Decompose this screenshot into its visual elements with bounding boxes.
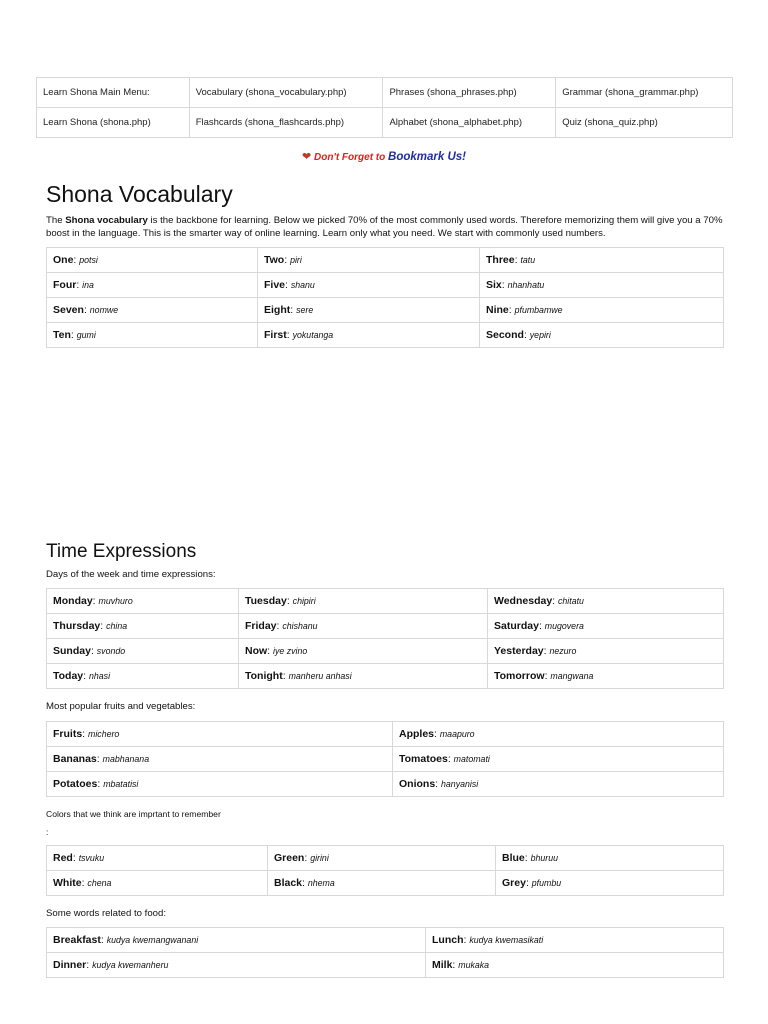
- shona-word: potsi: [79, 255, 98, 265]
- vocab-cell: [480, 323, 724, 348]
- separator: :: [100, 934, 107, 946]
- english-word: Seven: [53, 304, 84, 316]
- vocab-cell: [426, 928, 724, 953]
- vocab-cell: [47, 273, 258, 298]
- vocab-cell: [47, 928, 426, 953]
- vocab-cell: [47, 589, 239, 614]
- table-row: [47, 639, 724, 664]
- table-row: [47, 953, 724, 978]
- english-word: Three: [486, 254, 515, 266]
- vocab-cell: [258, 298, 480, 323]
- shona-word: tatu: [520, 255, 536, 265]
- nav-link-vocabulary[interactable]: Vocabulary (shona_vocabulary.php): [189, 78, 383, 108]
- shona-word: mbatatisi: [103, 779, 139, 789]
- english-word: Wednesday: [494, 595, 553, 607]
- english-word: Second: [486, 329, 524, 341]
- english-word: Tonight: [245, 670, 283, 682]
- english-word: Potatoes: [53, 778, 98, 790]
- english-word: Five: [264, 279, 286, 291]
- english-word: Breakfast: [53, 934, 101, 946]
- table-row: [47, 772, 724, 797]
- shona-word: bhuruu: [530, 853, 559, 863]
- time-intro: Days of the week and time expressions:: [46, 569, 216, 580]
- bookmark-text-prefix: Don't Forget to: [314, 152, 389, 163]
- english-word: Monday: [53, 595, 93, 607]
- separator: :: [97, 778, 104, 790]
- shona-word: chipiri: [292, 596, 316, 606]
- english-word: Eight: [264, 304, 291, 316]
- english-word: Black: [274, 877, 303, 889]
- separator: :: [72, 852, 79, 864]
- separator: :: [286, 595, 293, 607]
- separator: :: [86, 959, 93, 971]
- english-word: Tomorrow: [494, 670, 545, 682]
- food-intro: Some words related to food:: [46, 908, 166, 919]
- vocab-cell: [47, 953, 426, 978]
- vocab-cell: [47, 664, 239, 689]
- shona-word: chishanu: [282, 621, 318, 631]
- separator: :: [434, 728, 440, 740]
- english-word: Saturday: [494, 620, 539, 632]
- separator: :: [452, 959, 459, 971]
- table-row: [47, 298, 724, 323]
- shona-word: yokutanga: [292, 330, 334, 340]
- english-word: Milk: [432, 959, 453, 971]
- time-table: [46, 588, 724, 689]
- vocab-cell: [239, 614, 488, 639]
- separator: :: [302, 877, 308, 889]
- vocab-cell: [268, 846, 496, 871]
- shona-word: mabhanana: [102, 754, 150, 764]
- table-row: [47, 614, 724, 639]
- nav-link-phrases[interactable]: Phrases (shona_phrases.php): [383, 78, 556, 108]
- shona-word: maapuro: [439, 729, 475, 739]
- separator: :: [100, 620, 107, 632]
- shona-word: nhasi: [89, 671, 111, 681]
- separator: :: [304, 852, 311, 864]
- english-word: Nine: [486, 304, 509, 316]
- separator: :: [83, 304, 90, 316]
- shona-word: ina: [82, 280, 94, 290]
- shona-word: yepiri: [529, 330, 551, 340]
- shona-word: pfumbu: [531, 878, 562, 888]
- shona-word: chena: [87, 878, 112, 888]
- shona-word: mugovera: [544, 621, 584, 631]
- english-word: Blue: [502, 852, 525, 864]
- bookmark-banner[interactable]: [0, 150, 768, 163]
- separator: :: [543, 645, 550, 657]
- vocab-cell: [47, 722, 393, 747]
- table-row: [47, 846, 724, 871]
- shona-word: china: [106, 621, 128, 631]
- vocab-cell: [47, 614, 239, 639]
- english-word: Onions: [399, 778, 436, 790]
- vocab-cell: [47, 639, 239, 664]
- table-row: [47, 273, 724, 298]
- shona-word: kudya kwemanheru: [92, 960, 169, 970]
- fruits-intro: Most popular fruits and vegetables:: [46, 701, 196, 712]
- intro-text: The: [46, 215, 66, 226]
- separator: :: [96, 753, 103, 765]
- table-row: [47, 248, 724, 273]
- vocab-cell: [393, 747, 724, 772]
- vocab-cell: [258, 323, 480, 348]
- bookmark-text-link: Bookmark Us!: [388, 151, 466, 163]
- separator: :: [76, 279, 83, 291]
- english-word: Sunday: [53, 645, 91, 657]
- shona-word: mukaka: [458, 960, 490, 970]
- english-word: Red: [53, 852, 73, 864]
- vocab-cell: [258, 273, 480, 298]
- separator: :: [81, 877, 88, 889]
- vocab-cell: [393, 722, 724, 747]
- shona-word: chitatu: [558, 596, 584, 606]
- food-table: [46, 927, 724, 978]
- english-word: Today: [53, 670, 84, 682]
- vocab-cell: [47, 323, 258, 348]
- shona-word: piri: [290, 255, 302, 265]
- time-title: Time Expressions: [46, 541, 197, 562]
- separator: :: [70, 329, 77, 341]
- english-word: Tomatoes: [399, 753, 448, 765]
- shona-word: nhema: [307, 878, 335, 888]
- separator: :: [544, 670, 551, 682]
- intro-bold: Shona vocabulary: [65, 215, 148, 226]
- english-word: Thursday: [53, 620, 101, 632]
- nav-menu-table: [36, 77, 733, 138]
- vocab-cell: [47, 871, 268, 896]
- shona-word: kudya kwemasikati: [469, 935, 544, 945]
- english-word: Lunch: [432, 934, 464, 946]
- vocab-cell: [258, 248, 480, 273]
- separator: :: [284, 254, 291, 266]
- shona-word: kudya kwemangwanani: [106, 935, 199, 945]
- english-word: Grey: [502, 877, 526, 889]
- vocab-cell: [488, 589, 724, 614]
- english-word: Two: [264, 254, 285, 266]
- numbers-table: [46, 247, 724, 348]
- nav-link-grammar[interactable]: Grammar (shona_grammar.php): [556, 78, 733, 108]
- vocab-cell: [426, 953, 724, 978]
- english-word: Ten: [53, 329, 71, 341]
- separator: :: [514, 254, 521, 266]
- vocab-cell: [47, 298, 258, 323]
- vocab-cell: [47, 248, 258, 273]
- shona-word: hanyanisi: [441, 779, 479, 789]
- colors-intro: Colors that we think are imprtant to remember: [46, 809, 221, 819]
- english-word: Friday: [245, 620, 277, 632]
- separator: :: [508, 304, 515, 316]
- fruits-table: [46, 721, 724, 797]
- shona-word: pfumbamwe: [514, 305, 563, 315]
- vocab-cell: [488, 664, 724, 689]
- english-word: White: [53, 877, 82, 889]
- table-row: [47, 871, 724, 896]
- nav-link-learn-shona[interactable]: Learn Shona (shona.php): [37, 108, 190, 138]
- separator: :: [90, 645, 97, 657]
- separator: :: [285, 279, 291, 291]
- separator: :: [286, 329, 293, 341]
- vocab-cell: [496, 871, 724, 896]
- vocabulary-title: Shona Vocabulary: [46, 181, 233, 207]
- english-word: Tuesday: [245, 595, 287, 607]
- vocab-cell: [47, 747, 393, 772]
- separator: :: [276, 620, 283, 632]
- separator: :: [538, 620, 545, 632]
- nav-link-flashcards[interactable]: Flashcards (shona_flashcards.php): [189, 108, 383, 138]
- table-row: [47, 928, 724, 953]
- shona-word: matomati: [453, 754, 490, 764]
- english-word: Four: [53, 279, 77, 291]
- table-row: [47, 722, 724, 747]
- vocab-cell: [239, 639, 488, 664]
- shona-word: sere: [296, 305, 314, 315]
- colors-colon: :: [46, 827, 49, 837]
- shona-word: nhanhatu: [507, 280, 545, 290]
- vocab-cell: [239, 664, 488, 689]
- english-word: Green: [274, 852, 305, 864]
- shona-word: tsvuku: [78, 853, 105, 863]
- shona-word: nezuro: [549, 646, 577, 656]
- vocab-cell: [488, 614, 724, 639]
- english-word: One: [53, 254, 74, 266]
- vocab-cell: [480, 248, 724, 273]
- english-word: Dinner: [53, 959, 87, 971]
- english-word: First: [264, 329, 287, 341]
- separator: :: [92, 595, 99, 607]
- separator: :: [83, 670, 89, 682]
- shona-word: iye zvino: [273, 646, 308, 656]
- separator: :: [463, 934, 470, 946]
- separator: :: [524, 852, 531, 864]
- vocab-cell: [480, 298, 724, 323]
- separator: :: [447, 753, 454, 765]
- vocab-cell: [488, 639, 724, 664]
- vocab-cell: [496, 846, 724, 871]
- vocab-cell: [239, 589, 488, 614]
- separator: :: [290, 304, 297, 316]
- shona-word: mangwana: [550, 671, 594, 681]
- separator: :: [435, 778, 442, 790]
- table-row: [47, 323, 724, 348]
- separator: :: [82, 728, 89, 740]
- separator: :: [525, 877, 532, 889]
- nav-row: [37, 108, 733, 138]
- vocab-cell: [47, 772, 393, 797]
- english-word: Bananas: [53, 753, 97, 765]
- english-word: Yesterday: [494, 645, 544, 657]
- separator: :: [523, 329, 530, 341]
- nav-main-menu-label: Learn Shona Main Menu:: [37, 78, 190, 108]
- vocab-cell: [480, 273, 724, 298]
- nav-link-quiz[interactable]: Quiz (shona_quiz.php): [556, 108, 733, 138]
- shona-word: svondo: [96, 646, 126, 656]
- english-word: Now: [245, 645, 268, 657]
- vocab-cell: [393, 772, 724, 797]
- shona-word: nomwe: [89, 305, 119, 315]
- separator: :: [552, 595, 559, 607]
- shona-word: girini: [310, 853, 329, 863]
- shona-word: muvhuro: [98, 596, 133, 606]
- vocab-cell: [47, 846, 268, 871]
- vocabulary-intro: [46, 214, 730, 240]
- intro-text: is the backbone for learning. Below we picked 70% of the most commonly used words. Therefore memorizing them will give you a 70% boost in the language. This is the smarter way of online learning. Learn only what you need. We start with commonly used numbers.: [46, 215, 723, 239]
- english-word: Fruits: [53, 728, 83, 740]
- heart-icon: ❤: [302, 151, 312, 163]
- shona-word: shanu: [290, 280, 315, 290]
- english-word: Six: [486, 279, 502, 291]
- english-word: Apples: [399, 728, 435, 740]
- separator: :: [267, 645, 274, 657]
- shona-word: michero: [88, 729, 120, 739]
- nav-link-alphabet[interactable]: Alphabet (shona_alphabet.php): [383, 108, 556, 138]
- separator: :: [501, 279, 508, 291]
- table-row: [47, 589, 724, 614]
- vocab-cell: [268, 871, 496, 896]
- shona-word: gumi: [76, 330, 96, 340]
- table-row: [47, 664, 724, 689]
- colors-table: [46, 845, 724, 896]
- separator: :: [282, 670, 289, 682]
- shona-word: manheru anhasi: [288, 671, 352, 681]
- nav-row: [37, 78, 733, 108]
- table-row: [47, 747, 724, 772]
- separator: :: [73, 254, 80, 266]
